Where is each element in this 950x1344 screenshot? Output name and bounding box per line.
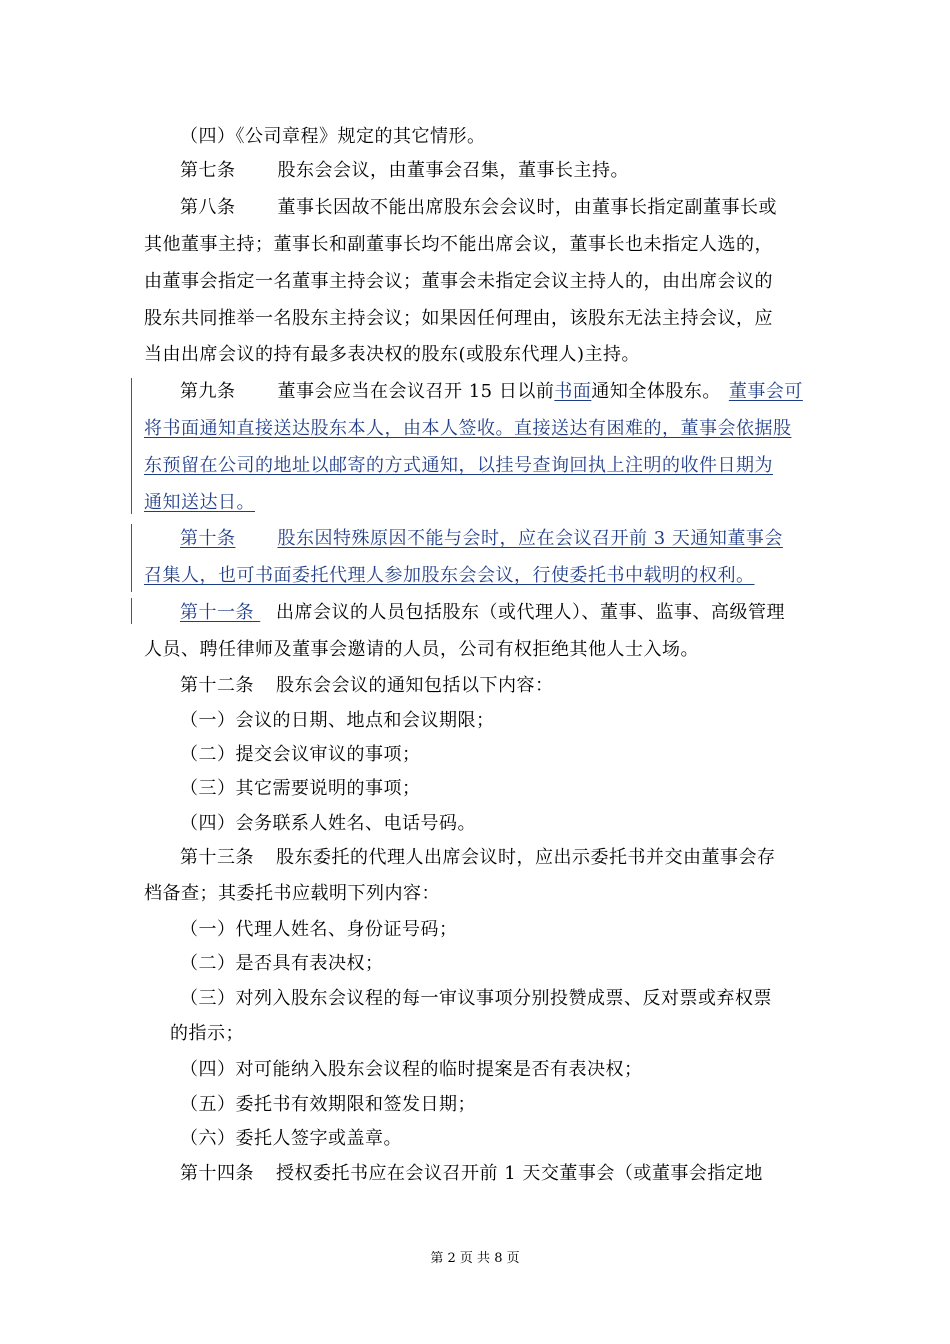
- article-8: [180, 195, 777, 221]
- article-text: 股东会会议，由董事会召集，董事长主持。: [277, 160, 629, 181]
- article-text: 董事长因故不能出席股东会会议时，由董事长指定副董事长或: [277, 197, 777, 218]
- list-item: （四）会务联系人姓名、电话号码。: [180, 813, 476, 834]
- article-10: [180, 526, 783, 552]
- article-7: [180, 158, 629, 184]
- revision-bar: [131, 598, 132, 624]
- list-item: （二）是否具有表决权；: [180, 953, 384, 974]
- text-line: 档备查；其委托书应载明下列内容：: [144, 883, 440, 904]
- article-number: 第十三条: [180, 847, 254, 868]
- article-9: [180, 379, 803, 405]
- article-text: 授权委托书应在会议召开前 1 天交董事会（或董事会指定地: [276, 1163, 763, 1184]
- text-line: 的指示；: [170, 1023, 244, 1044]
- revision-bar: [131, 378, 132, 514]
- article-number: 第十一条: [180, 602, 254, 623]
- page-footer: 第 2 页 共 8 页: [430, 1251, 520, 1266]
- article-number: 第七条: [180, 160, 236, 181]
- article-number: 第十四条: [180, 1163, 254, 1184]
- article-number: 第十二条: [180, 675, 254, 696]
- list-item: （一）会议的日期、地点和会议期限；: [180, 710, 495, 731]
- list-item: （三）其它需要说明的事项；: [180, 778, 421, 799]
- list-item: （二）提交会议审议的事项；: [180, 744, 421, 765]
- article-11: [180, 600, 785, 626]
- inserted-text: 董事会可: [728, 381, 803, 402]
- article-number: 第九条: [180, 381, 236, 402]
- article-text: 董事会应当在会议召开 15 日以前: [277, 381, 555, 402]
- revision-bar: [131, 524, 132, 592]
- article-text: 股东会会议的通知包括以下内容：: [276, 675, 554, 696]
- list-item: （一）代理人姓名、身份证号码；: [180, 919, 458, 940]
- inserted-text: 将书面通知直接送达股东本人，由本人签收。直接送达有困难的，董事会依据股: [144, 418, 792, 439]
- article-text: 股东委托的代理人出席会议时，应出示委托书并交由董事会存: [276, 847, 776, 868]
- article-text: 股东因特殊原因不能与会时，应在会议召开前 3 天通知董事会: [277, 528, 783, 549]
- inserted-text: 东预留在公司的地址以邮寄的方式通知，以挂号查询回执上注明的收件日期为: [144, 455, 773, 476]
- list-item: （四）《公司章程》规定的其它情形。: [180, 126, 486, 147]
- list-item: （四）对可能纳入股东会议程的临时提案是否有表决权；: [180, 1059, 643, 1080]
- article-number: 第八条: [180, 197, 236, 218]
- list-item: （六）委托人签字或盖章。: [180, 1128, 402, 1149]
- article-text: 出席会议的人员包括股东（或代理人）、董事、监事、高级管理: [276, 602, 785, 623]
- inserted-text: 召集人，也可书面委托代理人参加股东会会议，行使委托书中载明的权利。: [144, 565, 755, 586]
- article-12: [180, 673, 554, 699]
- inserted-text: 书面: [554, 381, 592, 402]
- text-line: 股东共同推举一名股东主持会议；如果因任何理由，该股东无法主持会议，应: [144, 308, 773, 329]
- article-14: [180, 1161, 763, 1187]
- text-line: 人员、聘任律师及董事会邀请的人员，公司有权拒绝其他人士入场。: [144, 639, 699, 660]
- inserted-text: 通知送达日。: [144, 492, 255, 513]
- article-13: [180, 845, 776, 871]
- article-text: 通知全体股东。: [591, 381, 721, 402]
- list-item: （五）委托书有效期限和签发日期；: [180, 1094, 476, 1115]
- text-line: 由董事会指定一名董事主持会议；董事会未指定会议主持人的，由出席会议的: [144, 271, 773, 292]
- text-line: 当由出席会议的持有最多表决权的股东(或股东代理人)主持。: [144, 344, 641, 365]
- article-number: 第十条: [180, 528, 236, 549]
- text-line: 其他董事主持；董事长和副董事长均不能出席会议，董事长也未指定人选的，: [144, 234, 773, 255]
- list-item: （三）对列入股东会议程的每一审议事项分别投赞成票、反对票或弃权票: [180, 988, 772, 1009]
